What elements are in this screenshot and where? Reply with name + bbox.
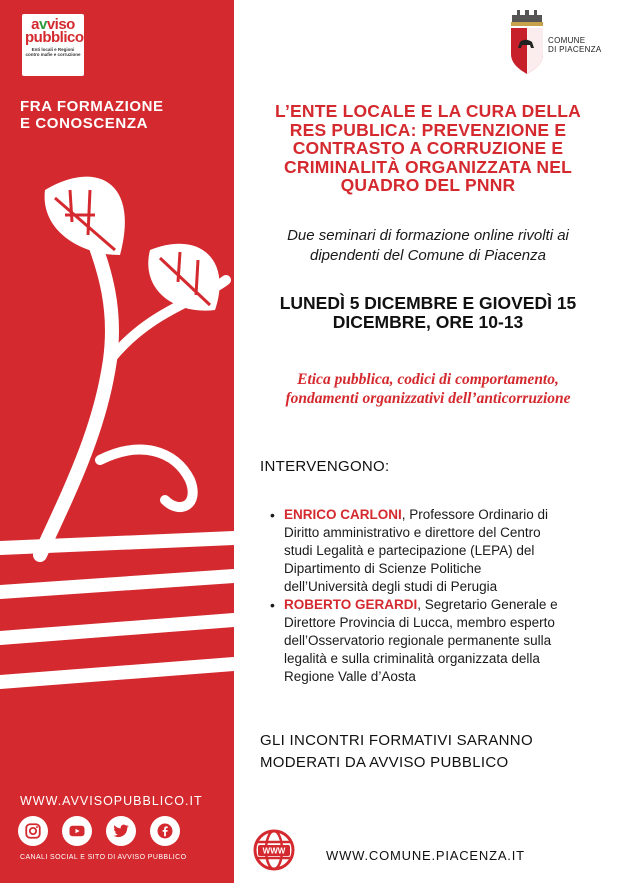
plant-illustration xyxy=(0,160,234,720)
left-red-panel xyxy=(0,0,234,883)
globe-www-icon xyxy=(252,828,296,872)
avviso-pubblico-logo: avviso pubblico Enti locali e Regioni contro mafie e corruzione xyxy=(22,14,84,76)
speakers-heading: INTERVENGONO: xyxy=(260,458,390,475)
avviso-website-link[interactable]: WWW.AVVISOPUBBLICO.IT xyxy=(20,794,203,808)
comune-website-link[interactable]: WWW.COMUNE.PIACENZA.IT xyxy=(326,848,525,863)
instagram-icon[interactable] xyxy=(18,816,48,846)
main-title: L’ENTE LOCALE E LA CURA DELLA RES PUBLICA: PREVENZIONE E CONTRASTO A CORRUZIONE E CRIMINALITÀ ORGANIZZATA NEL QUADRO DEL PNNR xyxy=(275,101,581,195)
speaker-name: ROBERTO GERARDI xyxy=(284,597,418,612)
social-icons xyxy=(18,816,180,846)
left-heading: FRA FORMAZIONE E CONOSCENZA xyxy=(20,98,164,132)
list-item: • ENRICO CARLONI, Professore Ordinario di Diritto amministrativo e direttore del Centro studi Legalità e partecipazione (LEPA) del Dipartimento di Scienze Politiche dell’Università degli studi di Perugia xyxy=(268,506,608,596)
seminar-topic: Etica pubblica, codici di comportamento, fondamenti organizzativi dell’anticorruzione xyxy=(285,371,571,407)
comune-label: COMUNE DI PIACENZA xyxy=(548,36,602,54)
www-label: WWW xyxy=(262,846,286,856)
list-item: • ROBERTO GERARDI, Segretario Generale e Direttore Provincia di Lucca, membro esperto dell’Osservatorio regionale permanente sulla legalità e sulla criminalità organizzata della Regione Valle d’Aosta xyxy=(268,596,608,686)
facebook-icon[interactable] xyxy=(150,816,180,846)
youtube-icon[interactable] xyxy=(62,816,92,846)
subtitle: Due seminari di formazione online rivolti ai dipendenti del Comune di Piacenza xyxy=(287,227,569,264)
comune-piacenza-crest xyxy=(508,8,546,76)
event-date: LUNEDÌ 5 DICEMBRE E GIOVEDÌ 15 DICEMBRE, ORE 10-13 xyxy=(279,293,577,332)
moderated-by: GLI INCONTRI FORMATIVI SARANNO MODERATI DA AVVISO PUBBLICO xyxy=(260,732,533,771)
twitter-icon[interactable] xyxy=(106,816,136,846)
speakers-list xyxy=(268,506,608,686)
speaker-name: ENRICO CARLONI xyxy=(284,507,402,522)
social-caption: CANALI SOCIAL E SITO DI AVVISO PUBBLICO xyxy=(20,854,187,861)
